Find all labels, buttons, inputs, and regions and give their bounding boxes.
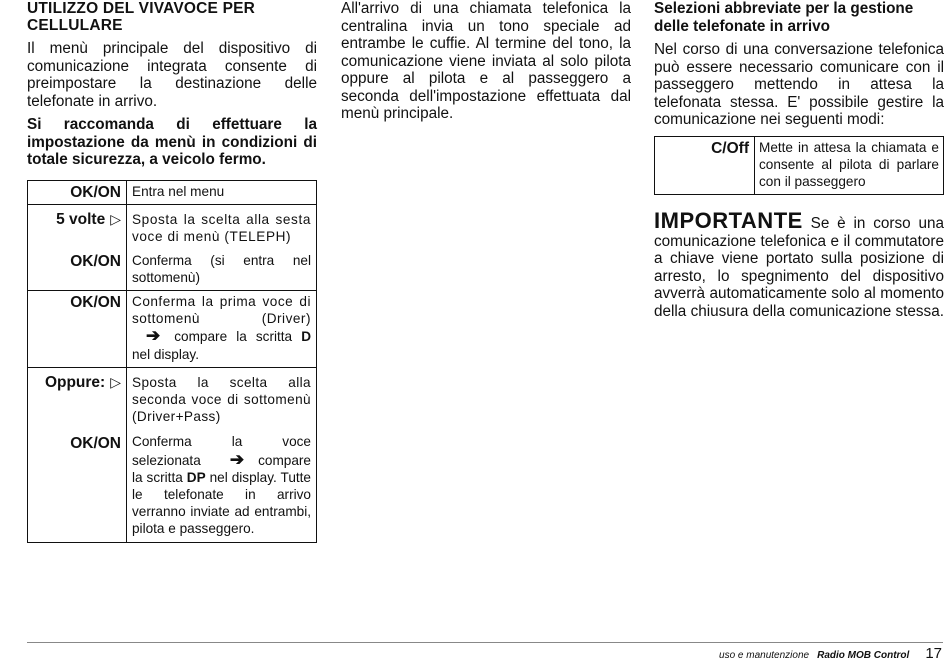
- step-key: OK/ON: [28, 181, 127, 205]
- step-row: [28, 205, 317, 250]
- step-text: Entra nel menu: [127, 181, 317, 205]
- arrow-right-icon: ➔: [229, 449, 245, 469]
- step-row: [28, 367, 317, 429]
- step-text: Conferma la prima voce di sottomenù (Driver) ➔ compare la scritta D nel display.: [127, 291, 317, 368]
- display-mark: DP: [186, 469, 206, 485]
- page-footer: [719, 645, 942, 662]
- step-text: Sposta la scelta alla sesta voce di menù (TELEPH): [127, 205, 317, 250]
- footer-product: Radio MOB Control: [817, 650, 910, 661]
- menu-steps-table: [27, 180, 317, 543]
- step-row: [28, 291, 317, 368]
- step-key: OK/ON: [28, 250, 127, 291]
- step-row: [28, 181, 317, 205]
- footer-divider: [27, 642, 943, 643]
- important-note: [654, 208, 944, 320]
- step-key: OK/ON: [28, 429, 127, 542]
- call-arrival-paragraph: All'arrivo di una chiamata telefonica la centralina invia un tono speciale ad entrambe le cuffie. Al termine del tono, la comunicazione viene inviata al solo pilota oppure al pilota e al passeggero a seconda dell'impostazione effettuata dal menù principale.: [341, 0, 631, 122]
- column-right: [654, 0, 944, 129]
- intro-paragraph: Il menù principale del dispositivo di comunicazione integrata consente di preimpostare la destinazione delle telefonate in arrivo.: [27, 40, 317, 110]
- important-label: IMPORTANTE: [654, 208, 803, 233]
- triangle-right-icon: ▷: [110, 211, 121, 228]
- step-row: [28, 429, 317, 542]
- step-text: Sposta la scelta alla seconda voce di sottomenù (Driver+Pass): [127, 367, 317, 429]
- step-text: Conferma la voce selezionata ➔ compare la scritta DP nel display. Tutte le telefonate in arrivo verranno inviate ad entrambi, pilota e passeggero.: [127, 429, 317, 542]
- step-text: Conferma (si entra nel sottomenù): [127, 250, 317, 291]
- step-row: [28, 250, 317, 291]
- page-number: 17: [925, 645, 942, 662]
- footer-section: uso e manutenzione: [719, 650, 810, 661]
- column-middle: [341, 0, 631, 123]
- shortcuts-heading: Selezioni abbreviate per la gestione delle telefonate in arrivo: [654, 0, 914, 35]
- shortcuts-intro: Nel corso di una conversazione telefonica può essere necessario comunicare con il passeggero mettendo in attesa la telefonata stessa. E' possibile gestire la comunicazione nei seguenti modi:: [654, 41, 944, 128]
- arrow-right-icon: ➔: [146, 326, 161, 346]
- shortcut-key: C/Off: [655, 137, 755, 195]
- display-mark: D: [301, 329, 312, 345]
- step-key: OK/ON: [28, 291, 127, 368]
- shortcut-text: Mette in attesa la chiamata e consente al pilota di parlare con il passeggero: [755, 137, 944, 195]
- section-heading: UTILIZZO DEL VIVAVOCE PER CELLULARE: [27, 0, 256, 34]
- shortcut-table: [654, 136, 944, 195]
- step-key: Oppure: ▷: [28, 367, 127, 429]
- important-text: Se è in corso una comunicazione telefonica e il commutatore a chiave viene portato sulla posizione di arresto, lo spegnimento del dispositivo avverrà automaticamente solo al momento della chiusura della comunicazione stessa.: [654, 215, 944, 320]
- shortcut-row: [655, 137, 944, 195]
- triangle-right-icon: ▷: [110, 373, 121, 390]
- safety-warning: Si raccomanda di effettuare la impostazione da menù in condizioni di totale sicurezza, a veicolo fermo.: [27, 116, 317, 168]
- step-key: 5 volte ▷: [28, 205, 127, 250]
- column-left: [27, 0, 317, 169]
